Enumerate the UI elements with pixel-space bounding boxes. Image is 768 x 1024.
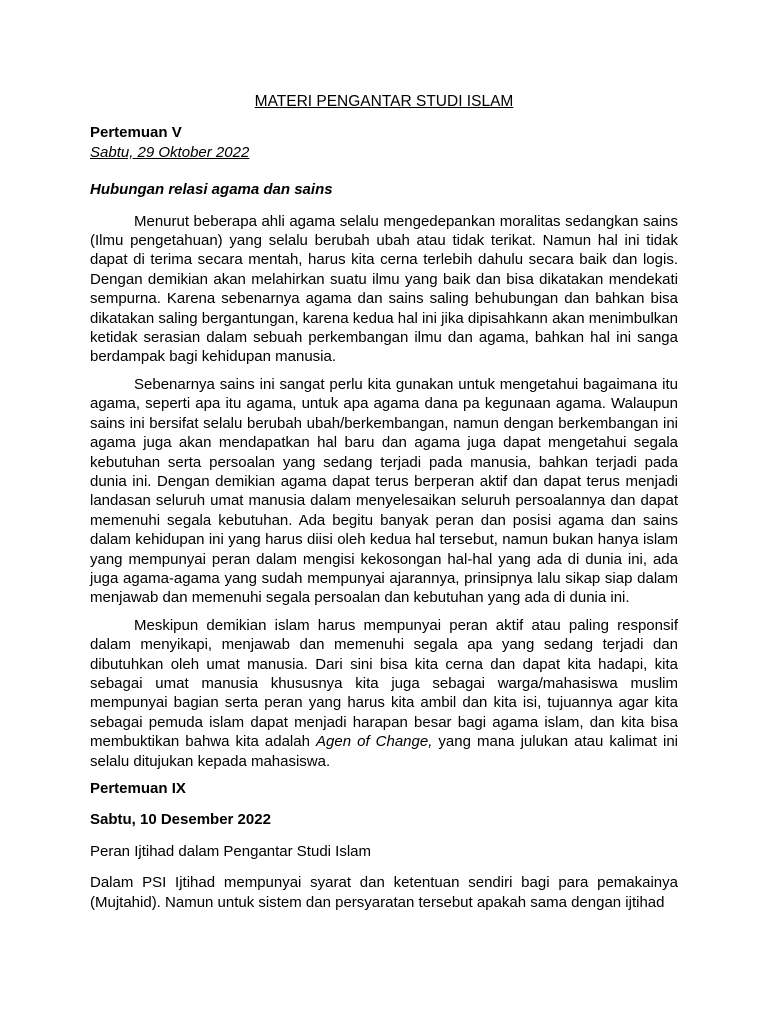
topic-heading: Hubungan relasi agama dan sains: [90, 181, 333, 199]
meeting-heading-5: Pertemuan V: [90, 124, 182, 142]
paragraph-ijtihad: Dalam PSI Ijtihad mempunyai syarat dan ketentuan sendiri bagi para pemakainya (Mujtahid). Namun untuk sistem dan persyaratan tersebut apakah sama dengan ijtihad: [90, 874, 678, 911]
paragraph-2: Sebenarnya sains ini sangat perlu kita gunakan untuk mengetahui bagaimana itu agama, seperti apa itu agama, untuk apa agama dana pa kegunaan agama. Walaupun sains ini bersifat selalu berubah ubah/berkembangan, namun dengan berkembangan ini agama juga akan mendapatkan hal baru dan agama juga dapat mengetahui segala kebutuhan serta persoalan yang sedang terjadi pada manusia, bahkan terjadi pada dunia ini. Dengan demikian agama dapat terus berperan aktif dan dapat terus menjadi landasan seluruh umat manusia dalam menyelesaikan seluruh persoalannya dan dapat memenuhi segala kebutuhan. Ada begitu banyak peran dan posisi agama dan sains dalam kehidupan ini yang harus diisi oleh kedua hal tersebut, namun bukan hanya islam yang mempunyai peran dalam mengisi kekosongan hal-hal yang ada di dunia ini, ada juga agama-agama yang sudah mempunyai ajarannya, prinsipnya lalu sikap siap dalam menjawab dan memenuhi segala persoalan dan kebutuhan yang ada di dunia ini.: [90, 375, 678, 607]
document-page: [90, 92, 678, 920]
paragraph-3: [90, 616, 678, 771]
topic-ijtihad: Peran Ijtihad dalam Pengantar Studi Islam: [90, 842, 371, 860]
document-title: MATERI PENGANTAR STUDI ISLAM: [254, 93, 514, 110]
meeting-heading-9: Pertemuan IX: [90, 780, 186, 797]
paragraph-3-text-b: yang mana julukan atau kalimat ini selalu ditujukan kepada mahasiswa.: [90, 733, 678, 770]
paragraph-1: Menurut beberapa ahli agama selalu mengedepankan moralitas sedangkan sains (Ilmu pengetahuan) yang selalu berubah ubah atau tidak terikat. Namun hal ini tidak dapat di terima secara mentah, harus kita cerna terlebih dahulu secara baik dan logis. Dengan demikian akan melahirkan suatu ilmu yang baik dan bisa dikatakan mendekati sempurna. Karena sebenarnya agama dan sains saling behubungan dan bahkan bisa dikatakan saling bergantungan, karena kedua hal ini jika dipisahkann akan menimbulkan ketidak serasian dalam sebuah perkembangan ilmu dan agama, bahkan hal ini sanga berdampak bagi kehidupan manusia.: [90, 212, 678, 366]
paragraph-3-text-a: Meskipun demikian islam harus mempunyai peran aktif atau paling responsif dalam menyikapi, menjawab dan memenuhi segala apa yang sedang terjadi dan dibutuhkan oleh umat manusia. Dari sini bisa kita cerna dan dapat kita hadapi, kita sebagai umat manusia khususnya kita juga sebagai warga/mahasiswa muslim mempunyai bagian serta peran yang harus kita ambil dan kita isi, tujuannya agar kita sebagai pemuda islam dapat menjadi harapan besar bagi agama islam, dan kita bisa membuktikan bahwa kita adalah: [90, 616, 678, 751]
paragraph-3-italic: Agen of Change,: [316, 733, 433, 751]
meeting-date-9: Sabtu, 10 Desember 2022: [90, 811, 271, 829]
meeting-date-5: Sabtu, 29 Oktober 2022: [90, 143, 250, 161]
